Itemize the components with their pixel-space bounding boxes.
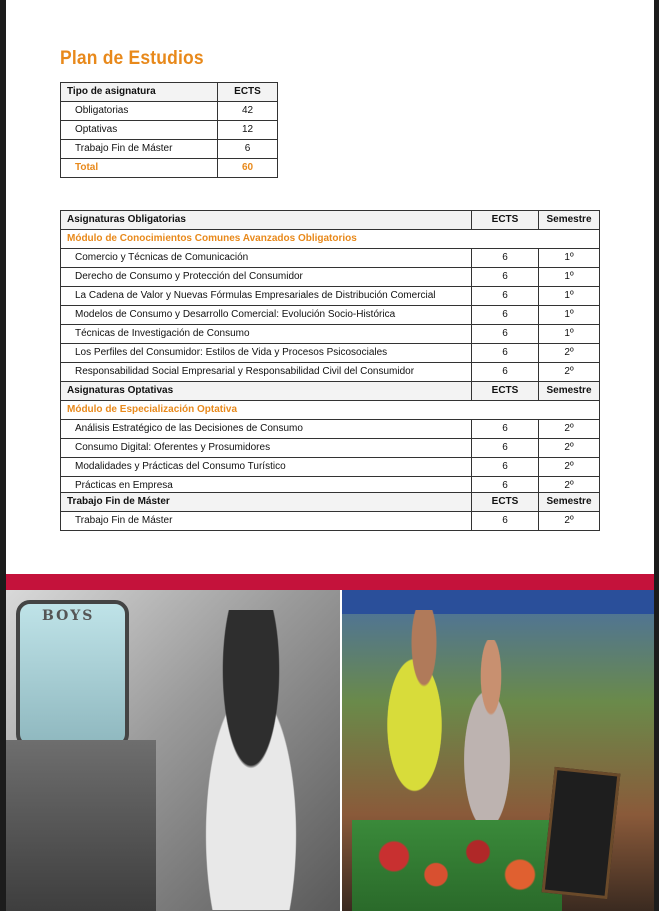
market-stall-photo bbox=[342, 590, 654, 911]
page-title: Plan de Estudios bbox=[60, 48, 204, 69]
summary-ects: 6 bbox=[218, 140, 278, 159]
course-name: La Cadena de Valor y Nuevas Fórmulas Empresariales de Distribución Comercial bbox=[61, 287, 472, 306]
course-semester: 1º bbox=[539, 268, 600, 287]
course-ects: 6 bbox=[472, 344, 539, 363]
table-row bbox=[61, 287, 600, 306]
course-semester: 2º bbox=[539, 458, 600, 477]
summary-label: Optativas bbox=[61, 121, 218, 140]
course-semester: 2º bbox=[539, 344, 600, 363]
table-row bbox=[61, 420, 600, 439]
course-semester: 1º bbox=[539, 306, 600, 325]
optional-module-title: Módulo de Especialización Optativa bbox=[61, 401, 600, 420]
summary-total-row bbox=[61, 159, 278, 178]
course-semester: 2º bbox=[539, 439, 600, 458]
course-name: Análisis Estratégico de las Decisiones de Consumo bbox=[61, 420, 472, 439]
course-name: Modalidades y Prácticas del Consumo Turístico bbox=[61, 458, 472, 477]
table-row bbox=[61, 512, 600, 531]
course-name: Trabajo Fin de Máster bbox=[61, 512, 472, 531]
course-semester: 1º bbox=[539, 249, 600, 268]
table-row bbox=[61, 306, 600, 325]
optional-header-semester: Semestre bbox=[539, 382, 600, 401]
optional-module-row bbox=[61, 401, 600, 420]
table-row bbox=[61, 268, 600, 287]
tfm-header-row bbox=[61, 493, 600, 512]
course-semester: 1º bbox=[539, 287, 600, 306]
course-ects: 6 bbox=[472, 458, 539, 477]
course-name: Responsabilidad Social Empresarial y Responsabilidad Civil del Consumidor bbox=[61, 363, 472, 382]
course-name: Consumo Digital: Oferentes y Prosumidores bbox=[61, 439, 472, 458]
table-row bbox=[61, 363, 600, 382]
course-semester: 2º bbox=[539, 512, 600, 531]
tfm-table bbox=[60, 492, 600, 531]
mandatory-header-row bbox=[61, 211, 600, 230]
red-divider-band bbox=[6, 574, 654, 590]
table-row bbox=[61, 121, 278, 140]
course-semester: 2º bbox=[539, 363, 600, 382]
vintage-tv-shopping-photo bbox=[6, 590, 340, 911]
mandatory-header-subject: Asignaturas Obligatorias bbox=[61, 211, 472, 230]
course-name: Los Perfiles del Consumidor: Estilos de Vida y Procesos Psicosociales bbox=[61, 344, 472, 363]
course-semester: 2º bbox=[539, 477, 600, 496]
table-row bbox=[61, 439, 600, 458]
tfm-header-ects: ECTS bbox=[472, 493, 539, 512]
summary-table bbox=[60, 82, 278, 178]
optional-header-ects: ECTS bbox=[472, 382, 539, 401]
woman-figure bbox=[181, 610, 321, 910]
courses-table bbox=[60, 210, 600, 496]
mandatory-header-ects: ECTS bbox=[472, 211, 539, 230]
mandatory-module-row bbox=[61, 230, 600, 249]
tv-body bbox=[6, 740, 156, 911]
mandatory-header-semester: Semestre bbox=[539, 211, 600, 230]
course-semester: 2º bbox=[539, 420, 600, 439]
table-row bbox=[61, 325, 600, 344]
course-semester: 1º bbox=[539, 325, 600, 344]
summary-header-row bbox=[61, 83, 278, 102]
fruit-crate bbox=[352, 820, 562, 911]
summary-ects: 42 bbox=[218, 102, 278, 121]
course-ects: 6 bbox=[472, 306, 539, 325]
optional-header-row bbox=[61, 382, 600, 401]
summary-label: Obligatorias bbox=[61, 102, 218, 121]
course-name: Modelos de Consumo y Desarrollo Comercial: Evolución Socio-Histórica bbox=[61, 306, 472, 325]
course-ects: 6 bbox=[472, 477, 539, 496]
table-row bbox=[61, 344, 600, 363]
summary-header-ects: ECTS bbox=[218, 83, 278, 102]
tv-screen bbox=[16, 600, 129, 748]
course-ects: 6 bbox=[472, 268, 539, 287]
tv-sign: BOYS bbox=[42, 608, 95, 624]
course-name: Comercio y Técnicas de Comunicación bbox=[61, 249, 472, 268]
page bbox=[6, 0, 654, 911]
summary-total-label: Total bbox=[61, 159, 218, 178]
summary-ects: 12 bbox=[218, 121, 278, 140]
table-row bbox=[61, 458, 600, 477]
chalkboard-sign bbox=[542, 767, 621, 899]
course-name: Prácticas en Empresa bbox=[61, 477, 472, 496]
course-name: Técnicas de Investigación de Consumo bbox=[61, 325, 472, 344]
course-ects: 6 bbox=[472, 287, 539, 306]
course-ects: 6 bbox=[472, 249, 539, 268]
course-ects: 6 bbox=[472, 512, 539, 531]
course-ects: 6 bbox=[472, 439, 539, 458]
tfm-header-semester: Semestre bbox=[539, 493, 600, 512]
tfm-header-subject: Trabajo Fin de Máster bbox=[61, 493, 472, 512]
summary-header-type: Tipo de asignatura bbox=[61, 83, 218, 102]
course-ects: 6 bbox=[472, 325, 539, 344]
mandatory-module-title: Módulo de Conocimientos Comunes Avanzados Obligatorios bbox=[61, 230, 600, 249]
summary-total-ects: 60 bbox=[218, 159, 278, 178]
course-name: Derecho de Consumo y Protección del Consumidor bbox=[61, 268, 472, 287]
optional-header-subject: Asignaturas Optativas bbox=[61, 382, 472, 401]
table-row bbox=[61, 102, 278, 121]
shopper-figure bbox=[447, 640, 527, 840]
table-row bbox=[61, 140, 278, 159]
summary-label: Trabajo Fin de Máster bbox=[61, 140, 218, 159]
course-ects: 6 bbox=[472, 420, 539, 439]
table-row bbox=[61, 249, 600, 268]
course-ects: 6 bbox=[472, 363, 539, 382]
